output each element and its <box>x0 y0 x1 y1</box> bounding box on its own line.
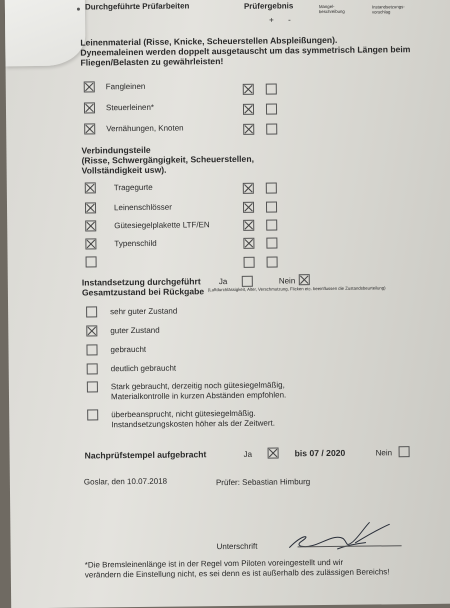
repair-label: Instandsetzung durchgeführt <box>81 276 201 288</box>
repair-ja-label: Ja <box>218 277 228 287</box>
stamp-ja-label: Ja <box>243 449 253 459</box>
signature-label: Unterschrift <box>216 541 258 552</box>
result-minus-empty[interactable] <box>267 257 278 268</box>
place-date: Goslar, den 10.07.2018 <box>83 476 168 487</box>
overall-note: (Luftdurchlässigkeit, Alter, Verschmutzung, Flicken etc. beeinflussen die Zustandsbeurteilung) <box>207 285 386 293</box>
folded-paper-corner <box>5 0 86 66</box>
result-plus-fangleinen[interactable] <box>243 84 254 95</box>
condition-label-deutlich-gebraucht: deutlich gebraucht <box>110 363 177 374</box>
section2-heading-line2: (Risse, Schwergängigkeit, Scheuerstellen, <box>81 153 254 166</box>
result-minus-tragegurte[interactable] <box>266 183 277 194</box>
item-label-typenschild: Typenschild <box>114 238 157 249</box>
item-label-guetesiegelplakette: Gütesiegelplakette LTF/EN <box>114 220 210 231</box>
condition-label-gut: guter Zustand <box>110 325 160 336</box>
item-label-steuerleinen: Steuerleinen* <box>105 102 155 113</box>
item-label-leinenschloesser: Leinenschlösser <box>113 202 172 213</box>
condition-label-stark-gebraucht-line1: Stark gebraucht, derzeitig noch gütesiegelmäßig, <box>110 380 285 392</box>
plus-sign: + <box>269 15 274 25</box>
minus-sign: - <box>288 15 291 25</box>
column-header-work: Durchgeführte Prüfarbeiten <box>84 1 190 12</box>
overall-label: Gesamtzustand bei Rückgabe <box>81 286 205 298</box>
result-plus-steuerleinen[interactable] <box>243 104 254 115</box>
item-checkbox-fangleinen[interactable] <box>84 81 95 92</box>
item-checkbox-guetesiegelplakette[interactable] <box>85 220 96 231</box>
item-checkbox-typenschild[interactable] <box>85 238 96 249</box>
stamp-label: Nachprüfstempel aufgebracht <box>84 449 207 461</box>
result-minus-fangleinen[interactable] <box>266 84 277 95</box>
condition-label-stark-gebraucht-line2: Materialkontrolle in kurzen Abständen empfohlen. <box>110 390 287 402</box>
column-header-repair: Instandsetzungs- vorschlag <box>371 4 405 15</box>
condition-label-ueberbeansprucht-line1: überbeansprucht, nicht gütesiegelmäßig. <box>111 408 256 420</box>
condition-checkbox-gut[interactable] <box>86 325 97 336</box>
stamp-nein-label: Nein <box>375 448 393 458</box>
punch-dot <box>77 8 80 11</box>
section1-heading-line1: Leinenmaterial (Risse, Knicke, Scheuerstellen Abspleißungen). <box>80 34 338 48</box>
item-label-tragegurte: Tragegurte <box>113 182 153 193</box>
result-plus-typenschild[interactable] <box>243 238 254 249</box>
condition-label-gebraucht: gebraucht <box>110 344 147 355</box>
stamp-valid-until: bis 07 / 2020 <box>294 447 346 459</box>
stamp-nein-checkbox[interactable] <box>399 446 410 457</box>
column-header-defect: Mangel- beschreibung <box>318 3 345 15</box>
result-plus-vernaehungen[interactable] <box>243 124 254 135</box>
item-checkbox-steuerleinen[interactable] <box>84 102 95 113</box>
repair-ja-checkbox[interactable] <box>242 276 253 287</box>
repair-nein-label: Nein <box>278 276 296 286</box>
result-plus-tragegurte[interactable] <box>243 183 254 194</box>
section1-heading-line2: Dyneemaleinen werden doppelt ausgetauscht um das symmetrisch Längen beim <box>80 44 411 58</box>
item-checkbox-leinenschloesser[interactable] <box>85 202 96 213</box>
result-plus-guetesiegelplakette[interactable] <box>243 220 254 231</box>
result-minus-leinenschloesser[interactable] <box>266 202 277 213</box>
result-plus-leinenschloesser[interactable] <box>243 202 254 213</box>
result-minus-vernaehungen[interactable] <box>266 124 277 135</box>
condition-checkbox-ueberbeansprucht[interactable] <box>87 409 98 420</box>
result-minus-guetesiegelplakette[interactable] <box>266 220 277 231</box>
item-label-fangleinen: Fangleinen <box>105 81 146 92</box>
section2-heading-line3: Vollständigkeit usw). <box>81 164 167 176</box>
item-checkbox-vernaehungen[interactable] <box>84 123 95 134</box>
item-checkbox-tragegurte[interactable] <box>85 182 96 193</box>
condition-checkbox-gebraucht[interactable] <box>86 344 97 355</box>
condition-label-ueberbeansprucht-line2: Instandsetzungskosten höher als der Zeitwert. <box>111 418 275 430</box>
stamp-ja-checkbox[interactable] <box>268 448 279 459</box>
result-minus-typenschild[interactable] <box>266 238 277 249</box>
section2-heading-line1: Verbindungsteile <box>81 144 151 156</box>
repair-nein-checkbox[interactable] <box>299 274 310 285</box>
condition-checkbox-sehr-gut[interactable] <box>86 306 97 317</box>
condition-label-sehr-gut: sehr guter Zustand <box>110 306 178 317</box>
footnote-line1: *Die Bremsleinenlänge ist in der Regel vom Piloten voreingestellt und wir <box>84 557 344 570</box>
condition-checkbox-stark-gebraucht[interactable] <box>87 381 98 392</box>
result-minus-steuerleinen[interactable] <box>266 104 277 115</box>
section1-heading-line3: Fliegen/Belasten zu gewährleisten! <box>80 56 224 68</box>
inspection-sheet <box>5 0 450 608</box>
footnote-line2: verändern die Einstellung nicht, es sei denn es ist außerhalb des zulässigen Bereichs! <box>84 567 390 580</box>
item-label-vernaehungen: Vernähungen, Knoten <box>106 123 184 134</box>
column-header-result: Prüfergebnis <box>243 1 294 11</box>
item-checkbox-empty[interactable] <box>86 256 97 267</box>
condition-checkbox-deutlich-gebraucht[interactable] <box>87 363 98 374</box>
result-plus-empty[interactable] <box>244 257 255 268</box>
inspector-name: Prüfer: Sebastian Himburg <box>215 477 311 488</box>
